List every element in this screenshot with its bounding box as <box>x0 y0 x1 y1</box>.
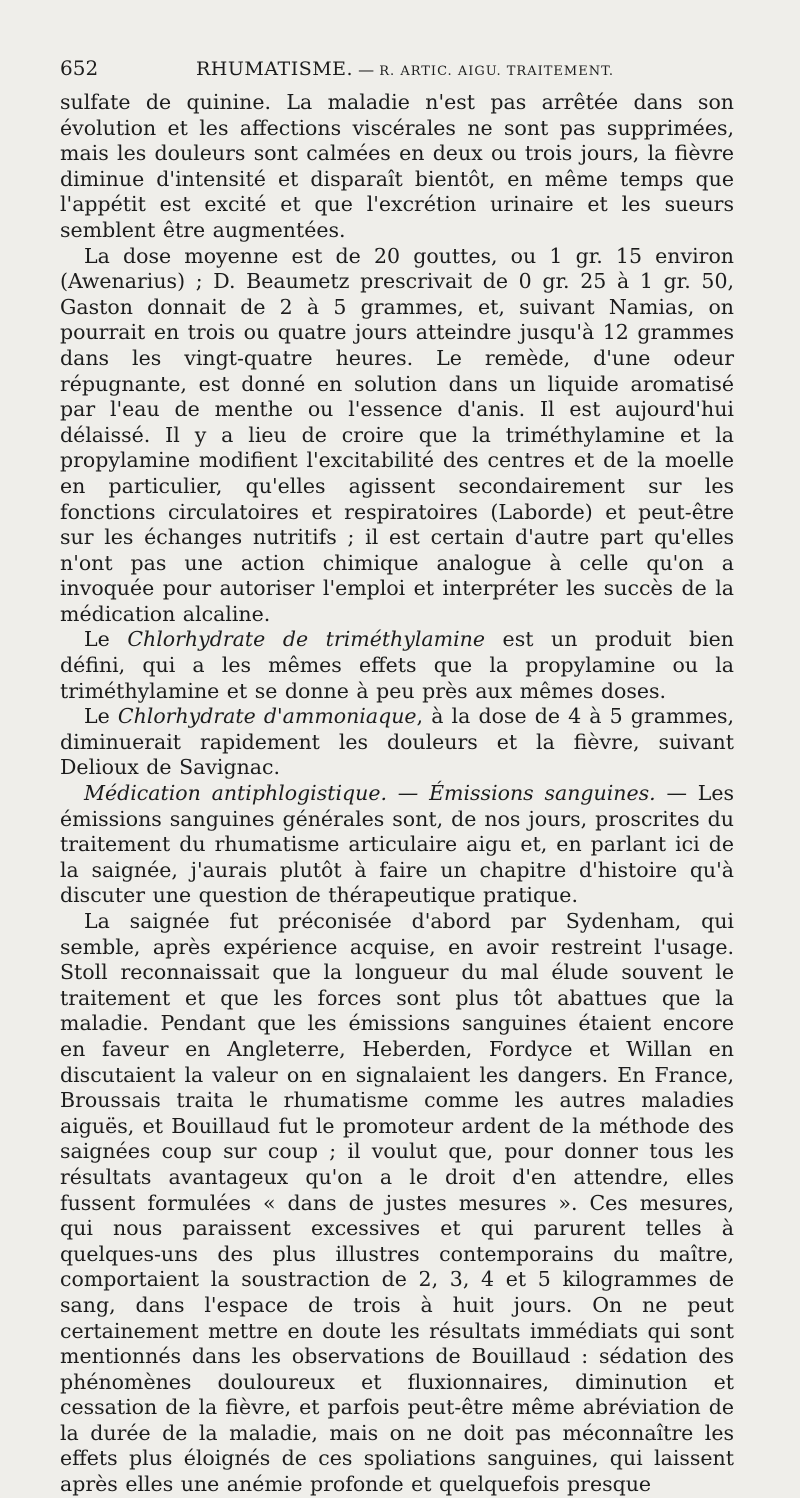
paragraph-text: La saignée fut préconisée d'abord par Sydenham, qui semble, après expérience acquise, en avoir restreint l'usage. Stoll reconnaissait que la longueur du mal élude souvent le traitement et que les forces sont plus tôt abattues que la maladie. Pendant que les émissions sanguines étaient encore en faveur en Angleterre, Heberden, Fordyce et Willan en discutaient la valeur on en signalaient les dangers. En France, Broussais traita le rhumatisme comme les autres maladies aiguës, et Bouillaud fut le promoteur ardent de la méthode des saignées coup sur coup ; il voulut que, pour donner tous les résultats avantageux qu'on a le droit d'en attendre, elles fussent formulées « dans de justes mesures ». Ces mesures, qui nous paraissent excessives et qui parurent telles à quelques-uns des plus illustres contemporains du maître, comportaient la soustraction de 2, 3, 4 et 5 kilogrammes de sang, dans l'espace de trois à huit jours. On ne peut certainement mettre en doute les résultats immédiats qui sont mentionnés dans les observations de Bouillaud : sédation des phénomènes douloureux et fluxionnaires, diminution et cessation de la fièvre, et parfois peut-être même abréviation de la durée de la maladie, mais on ne doit pas méconnaître les effets plus éloignés de ces spoliations sanguines, qui laissent après elles une anémie profonde et quelquefois presque <box>60 909 734 1497</box>
paragraph-medication-antiphlogistique <box>60 781 734 909</box>
running-head-subtitle: R. ARTIC. AIGU. TRAITEMENT. <box>379 64 614 79</box>
paragraph-text: — Les émissions sanguines générales sont, de nos jours, proscrites du traitement du rhumatisme articulaire aigu et, en parlant ici de la saignée, j'aurais plutôt à faire un chapitre d'histoire qu'à discuter une question de thérapeutique pratique. <box>60 781 734 908</box>
paragraph-text: La dose moyenne est de 20 gouttes, ou 1 gr. 15 environ (Awenarius) ; D. Beaumetz prescrivait de 0 gr. 25 à 1 gr. 50, Gaston donnait de 2 à 5 grammes, et, suivant Namias, on pourrait en trois ou quatre jours atteindre jusqu'à 12 grammes dans les vingt-quatre heures. Le remède, d'une odeur répugnante, est donné en solution dans un liquide aromatisé par l'eau de menthe ou l'essence d'anis. Il est aujourd'hui délaissé. Il y a lieu de croire que la triméthylamine et la propylamine modifient l'excitabilité des centres et de la moelle en particulier, qu'elles agissent secondairement sur les fonctions circulatoires et respiratoires (Laborde) et peut-être sur les échanges nutritifs ; il est certain d'autre part qu'elles n'ont pas une action chimique analogue à celle qu'on a invoquée pour autoriser l'emploi et interpréter les succès de la médication alcaline. <box>60 243 734 626</box>
running-head-separator: — <box>353 60 380 79</box>
paragraph-lead: Le <box>84 704 118 729</box>
paragraph-text: sulfate de quinine. La maladie n'est pas arrêtée dans son évolution et les affections viscérales ne sont pas supprimées, mais les douleurs sont calmées en deux ou trois jours, la fièvre diminue d'intensité et disparaît bientôt, en même temps que l'appétit est excité et que l'excrétion urinaire et les sueurs semblent être augmentées. <box>60 90 734 242</box>
section-heading-italic: Médication antiphlogistique. — Émissions sanguines. <box>84 781 656 806</box>
body-text <box>60 90 734 1498</box>
paragraph-text: , à la dose de 4 à 5 grammes, diminuerait rapidement les douleurs et la fièvre, suivant Delioux de Savignac. <box>60 704 734 780</box>
running-head-title: RHUMATISME. <box>196 58 354 80</box>
italic-term: Chlorhydrate de triméthylamine <box>127 627 485 652</box>
paragraph-saignee-history <box>60 909 734 1498</box>
running-head <box>60 56 734 90</box>
italic-term: Chlorhydrate d'ammoniaque <box>117 704 417 729</box>
paragraph-dosage <box>60 244 734 628</box>
paragraph-text: est un produit bien défini, qui a les mêmes effets que la propylamine ou la triméthylamine et se donne à peu près aux mêmes doses. <box>60 627 735 703</box>
paragraph-continuation <box>60 90 734 244</box>
paragraph-lead: Le <box>84 627 128 652</box>
paragraph-chlorhydrate-trimethylamine <box>60 627 734 704</box>
paragraph-chlorhydrate-ammoniaque <box>60 704 734 781</box>
page-number: 652 <box>60 56 99 80</box>
